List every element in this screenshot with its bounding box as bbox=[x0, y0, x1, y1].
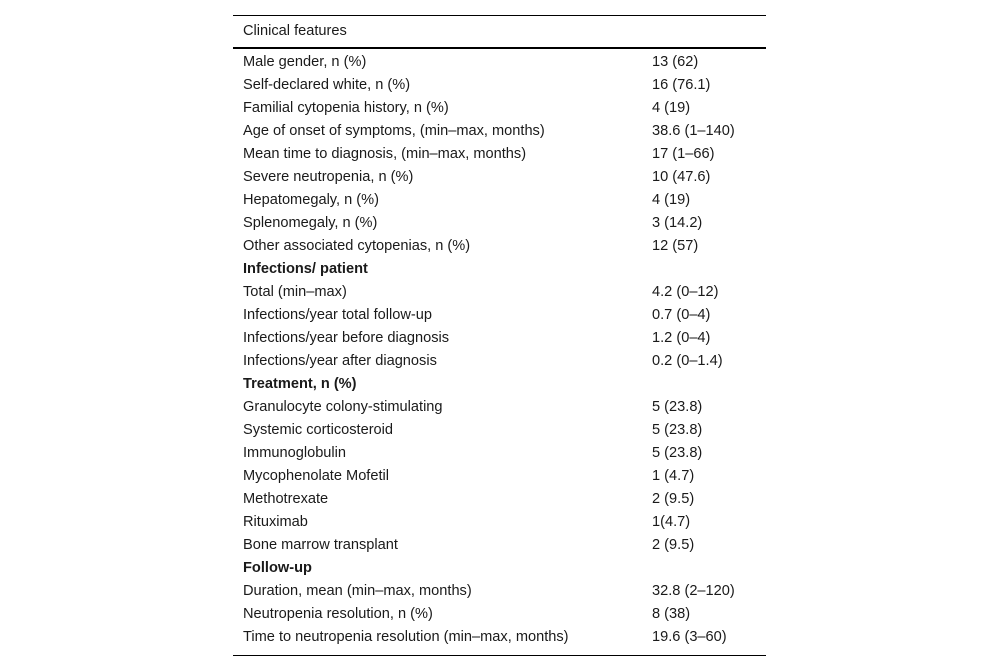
row-value: 4 (19) bbox=[652, 100, 691, 116]
section-title: Infections/ patient bbox=[243, 261, 368, 277]
row-label: Immunoglobulin bbox=[243, 445, 347, 461]
table-row bbox=[233, 626, 766, 649]
table-row bbox=[233, 235, 766, 258]
row-value: 19.6 (3–60) bbox=[652, 629, 727, 645]
row-label: Systemic corticosteroid bbox=[243, 422, 394, 438]
row-value: 4.2 (0–12) bbox=[652, 284, 719, 300]
header-label: Clinical features bbox=[233, 16, 642, 49]
table-row bbox=[233, 534, 766, 557]
row-label: Mean time to diagnosis, (min–max, months) bbox=[243, 146, 527, 162]
row-label: Duration, mean (min–max, months) bbox=[243, 583, 472, 599]
row-label: Methotrexate bbox=[243, 491, 329, 507]
row-value: 16 (76.1) bbox=[652, 77, 711, 93]
row-value: 32.8 (2–120) bbox=[652, 583, 735, 599]
row-value: 10 (47.6) bbox=[652, 169, 711, 185]
table-row bbox=[233, 419, 766, 442]
row-label: Self-declared white, n (%) bbox=[243, 77, 411, 93]
row-label: Infections/year total follow-up bbox=[243, 307, 433, 323]
row-value: 0.7 (0–4) bbox=[652, 307, 711, 323]
row-value: 2 (9.5) bbox=[652, 537, 695, 553]
header-value bbox=[642, 16, 766, 49]
row-label: Bone marrow transplant bbox=[243, 537, 398, 553]
table-row bbox=[233, 281, 766, 304]
section-title: Treatment, n (%) bbox=[243, 376, 357, 392]
row-label: Granulocyte colony-stimulating bbox=[243, 399, 443, 415]
section-heading-infections bbox=[233, 258, 766, 281]
row-label: Infections/year after diagnosis bbox=[243, 353, 437, 369]
data-table bbox=[233, 15, 766, 649]
row-label: Male gender, n (%) bbox=[243, 54, 367, 70]
row-label: Splenomegaly, n (%) bbox=[243, 215, 378, 231]
table-row bbox=[233, 396, 766, 419]
table-row bbox=[233, 442, 766, 465]
row-value: 4 (19) bbox=[652, 192, 691, 208]
row-label: Infections/year before diagnosis bbox=[243, 330, 450, 346]
row-label: Time to neutropenia resolution (min–max, months) bbox=[243, 629, 569, 645]
table-row bbox=[233, 189, 766, 212]
row-value: 5 (23.8) bbox=[652, 445, 703, 461]
row-value: 5 (23.8) bbox=[652, 422, 703, 438]
table-row bbox=[233, 350, 766, 373]
row-label: Total (min–max) bbox=[243, 284, 347, 300]
row-value: 17 (1–66) bbox=[652, 146, 715, 162]
table-row bbox=[233, 166, 766, 189]
row-label: Rituximab bbox=[243, 514, 308, 530]
row-label: Severe neutropenia, n (%) bbox=[243, 169, 414, 185]
row-value: 5 (23.8) bbox=[652, 399, 703, 415]
row-value: 2 (9.5) bbox=[652, 491, 695, 507]
table-bottom-rule bbox=[233, 649, 766, 656]
table-row bbox=[233, 120, 766, 143]
table-row bbox=[233, 97, 766, 120]
row-label: Neutropenia resolution, n (%) bbox=[243, 606, 433, 622]
section-heading-follow-up bbox=[233, 557, 766, 580]
row-label: Other associated cytopenias, n (%) bbox=[243, 238, 471, 254]
section-title: Follow-up bbox=[243, 560, 312, 576]
row-value: 1 (4.7) bbox=[652, 468, 695, 484]
row-value: 38.6 (1–140) bbox=[652, 123, 735, 139]
row-value: 1(4.7) bbox=[652, 514, 691, 530]
table-row bbox=[233, 465, 766, 488]
table-row bbox=[233, 488, 766, 511]
clinical-features-table bbox=[233, 15, 766, 656]
row-value: 1.2 (0–4) bbox=[652, 330, 711, 346]
table-row bbox=[233, 74, 766, 97]
table-row bbox=[233, 143, 766, 166]
row-label: Mycophenolate Mofetil bbox=[243, 468, 390, 484]
table-row bbox=[233, 511, 766, 534]
table-row bbox=[233, 48, 766, 74]
row-value: 8 (38) bbox=[652, 606, 691, 622]
table-row bbox=[233, 327, 766, 350]
table-row bbox=[233, 603, 766, 626]
table-row bbox=[233, 580, 766, 603]
row-value: 3 (14.2) bbox=[652, 215, 703, 231]
table-row bbox=[233, 212, 766, 235]
row-label: Hepatomegaly, n (%) bbox=[243, 192, 379, 208]
row-value: 13 (62) bbox=[652, 54, 699, 70]
table-row bbox=[233, 304, 766, 327]
row-label: Familial cytopenia history, n (%) bbox=[243, 100, 449, 116]
table-header-row bbox=[233, 16, 766, 49]
row-value: 12 (57) bbox=[652, 238, 699, 254]
section-heading-treatment bbox=[233, 373, 766, 396]
row-label: Age of onset of symptoms, (min–max, months) bbox=[243, 123, 545, 139]
row-value: 0.2 (0–1.4) bbox=[652, 353, 723, 369]
